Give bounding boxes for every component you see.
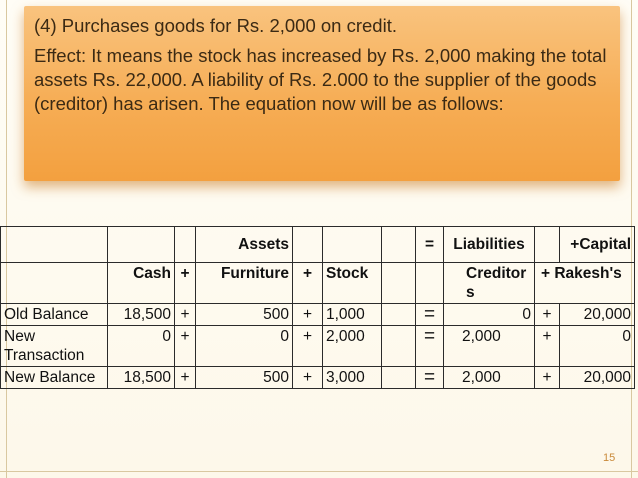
- header-creditors: Creditors: [444, 263, 535, 304]
- header-equals: =: [416, 227, 444, 263]
- cell-furniture: 500: [196, 367, 293, 389]
- table-row: [1, 367, 635, 389]
- cell-furniture: 0: [196, 326, 293, 367]
- cell-capital: 20,000: [560, 304, 635, 326]
- cell-plus: +: [293, 304, 323, 326]
- cell-stock: 1,000: [323, 304, 382, 326]
- header-rakesh: + Rakesh's: [535, 263, 635, 304]
- cell-plus: +: [293, 326, 323, 367]
- cell-plus: +: [535, 326, 560, 367]
- cell-cash: 18,500: [108, 367, 175, 389]
- header-plus-2: +: [293, 263, 323, 304]
- cell-creditors: 2,000: [444, 367, 535, 389]
- cell-stock: 2,000: [323, 326, 382, 367]
- cell-capital: 20,000: [560, 367, 635, 389]
- header-assets: Assets: [196, 227, 293, 263]
- header-row-2: [1, 263, 635, 304]
- cell-equals: =: [416, 326, 444, 367]
- cell-plus: +: [175, 326, 196, 367]
- header-stock: Stock: [323, 263, 382, 304]
- cell-plus: +: [175, 367, 196, 389]
- cell-capital: 0: [560, 326, 635, 367]
- page-number: 15: [603, 452, 616, 464]
- header-furniture: Furniture: [196, 263, 293, 304]
- accounting-equation-table: [0, 226, 635, 389]
- transaction-effect-text: Effect: It means the stock has increased by Rs. 2,000 making the total assets Rs. 22,000. A liability of Rs. 2.000 to the supplier of the goods (creditor) has arisen. The equation now will be as follows:: [34, 45, 607, 114]
- cell-furniture: 500: [196, 304, 293, 326]
- cell-plus: +: [535, 367, 560, 389]
- cell-creditors: 0: [444, 304, 535, 326]
- cell-stock: 3,000: [323, 367, 382, 389]
- header-liabilities: Liabilities: [444, 227, 535, 263]
- header-row-1: [1, 227, 635, 263]
- cell-plus: +: [293, 367, 323, 389]
- transaction-heading: (4) Purchases goods for Rs. 2,000 on credit.: [34, 15, 397, 36]
- cell-cash: 0: [108, 326, 175, 367]
- cell-equals: =: [416, 304, 444, 326]
- row-label: New Balance: [1, 367, 108, 389]
- row-label: Old Balance: [1, 304, 108, 326]
- cell-equals: =: [416, 367, 444, 389]
- header-cash: Cash: [108, 263, 175, 304]
- header-plus-1: +: [175, 263, 196, 304]
- slide-border-bottom: [0, 471, 638, 472]
- header-capital: +Capital: [560, 227, 635, 263]
- cell-plus: +: [535, 304, 560, 326]
- cell-plus: +: [175, 304, 196, 326]
- table-row: [1, 326, 635, 367]
- cell-cash: 18,500: [108, 304, 175, 326]
- row-label: New Transaction: [1, 326, 108, 367]
- table-row: [1, 304, 635, 326]
- cell-creditors: 2,000: [444, 326, 535, 367]
